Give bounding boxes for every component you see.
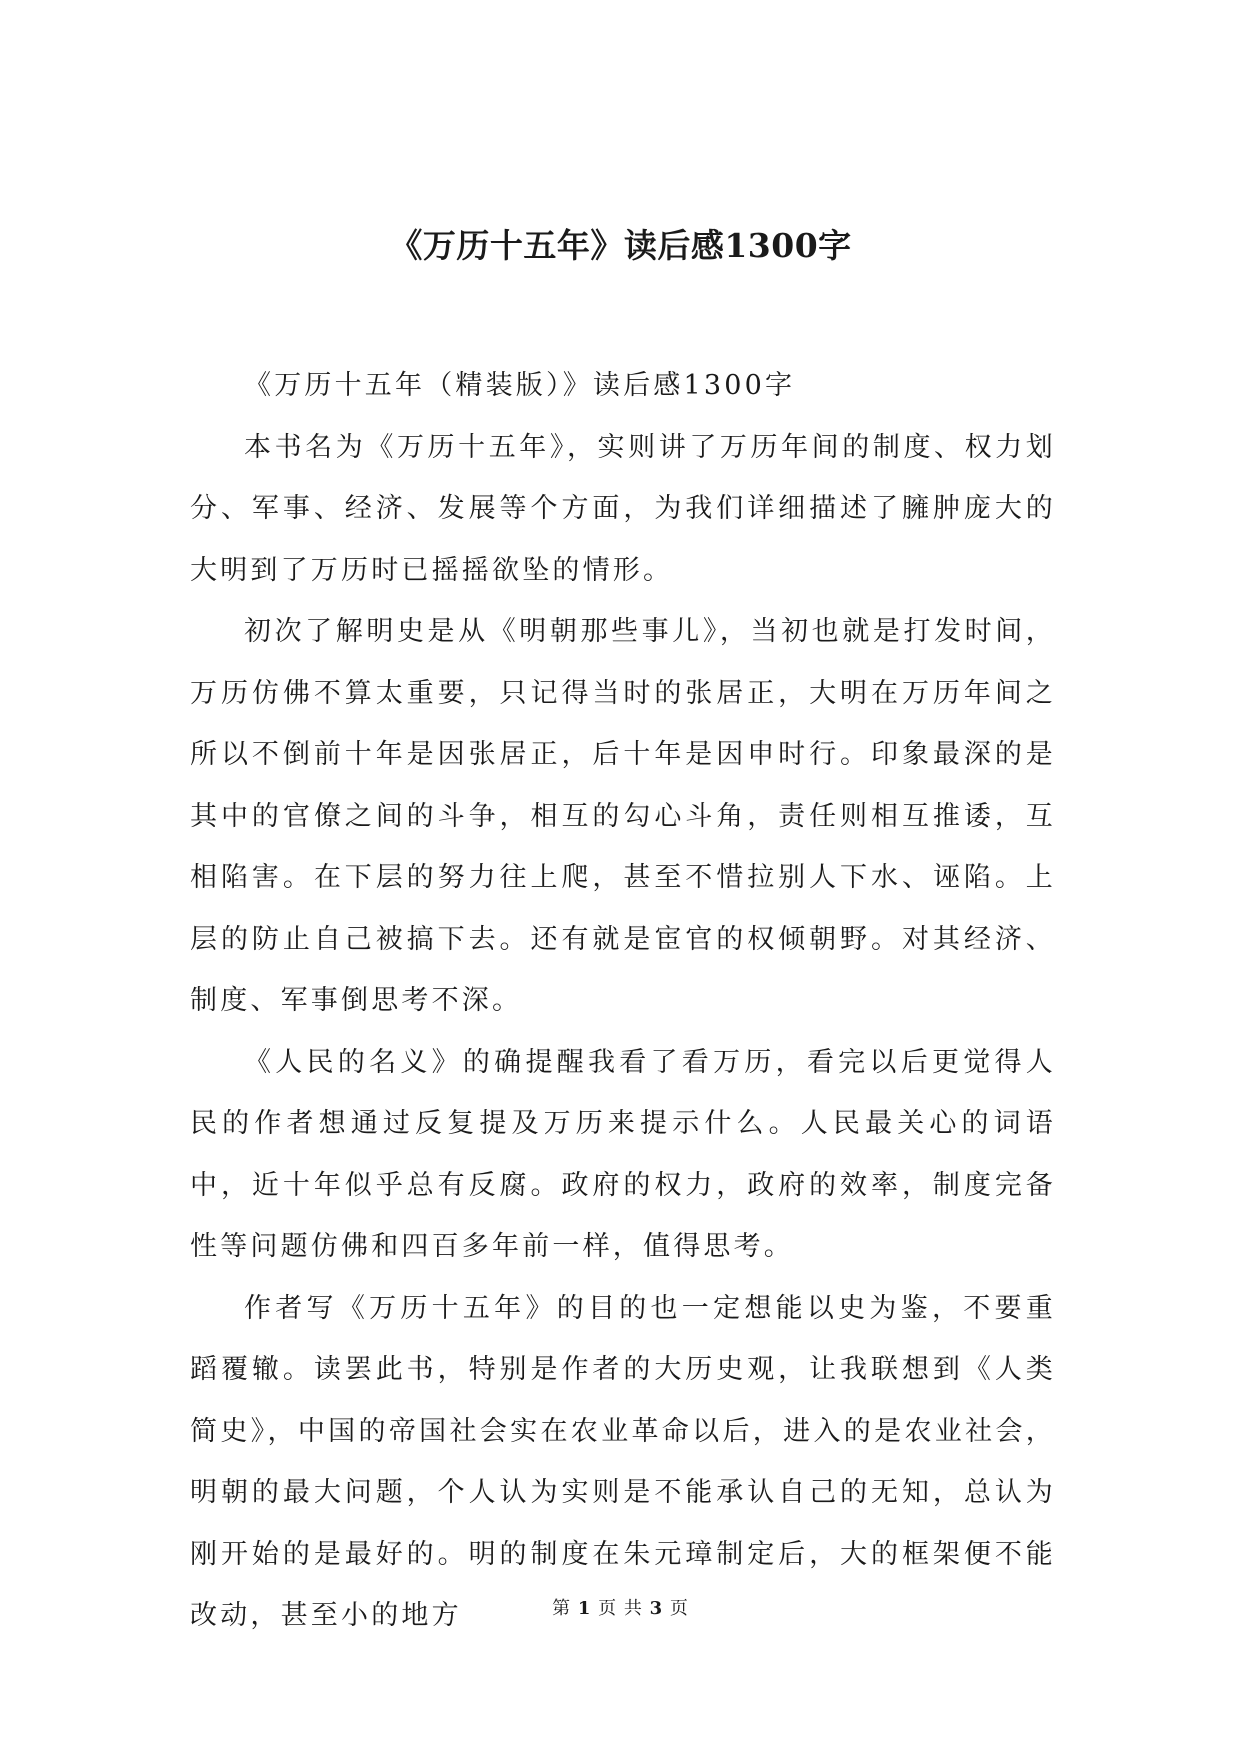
- document-body: [190, 355, 1056, 1647]
- paragraph: 本书名为《万历十五年》，实则讲了万历年间的制度、权力划分、军事、经济、发展等个方面，为我们详细描述了臃肿庞大的大明到了万历时已摇摇欲坠的情形。: [190, 431, 1056, 586]
- paragraph-subtitle: 《万历十五年（精装版）》读后感1300字: [244, 370, 796, 401]
- footer-total-pages: 3: [649, 1598, 664, 1619]
- document-title: 《万历十五年》读后感1300字: [389, 226, 852, 265]
- paragraph: 初次了解明史是从《明朝那些事儿》，当初也就是打发时间，万历仿佛不算太重要，只记得当时的张居正，大明在万历年间之所以不倒前十年是因张居正，后十年是因申时行。印象最深的是其中的官僚之间的斗争，相互的勾心斗角，责任则相互推诿，互相陷害。在下层的努力往上爬，甚至不惜拉别人下水、诬陷。上层的防止自己被搞下去。还有就是宦官的权倾朝野。对其经济、制度、军事倒思考不深。: [190, 616, 1056, 1016]
- footer-page-number: 1: [577, 1598, 592, 1619]
- footer-suffix: 页: [669, 1598, 689, 1619]
- paragraph: 作者写《万历十五年》的目的也一定想能以史为鉴，不要重蹈覆辙。读罢此书，特别是作者的大历史观，让我联想到《人类简史》，中国的帝国社会实在农业革命以后，进入的是农业社会，明朝的最大问题，个人认为实则是不能承认自己的无知，总认为刚开始的是最好的。明的制度在朱元璋制定后，大的框架便不能改动，甚至小的地方: [190, 1292, 1056, 1631]
- footer-middle: 页 共: [598, 1598, 643, 1619]
- footer-prefix: 第: [552, 1598, 572, 1619]
- paragraph: 《人民的名义》的确提醒我看了看万历，看完以后更觉得人民的作者想通过反复提及万历来提示什么。人民最关心的词语中，近十年似乎总有反腐。政府的权力，政府的效率，制度完备性等问题仿佛和四百多年前一样，值得思考。: [190, 1046, 1056, 1262]
- page-footer: [0, 1597, 1241, 1621]
